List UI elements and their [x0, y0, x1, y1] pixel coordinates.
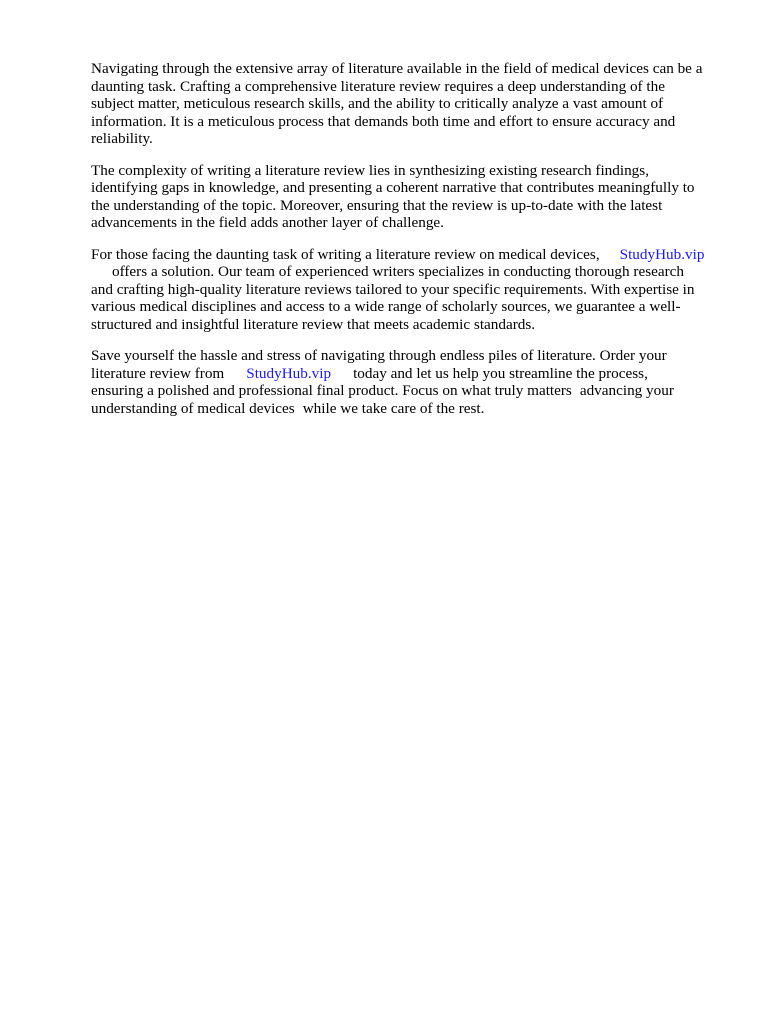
text-line: daunting task. Crafting a comprehensive literature review requires a deep understanding of the	[91, 77, 665, 95]
paragraph-spacer	[91, 333, 731, 347]
text-line: The complexity of writing a literature review lies in synthesizing existing research findings,	[91, 161, 649, 179]
text-line: the understanding of the topic. Moreover, ensuring that the review is up-to-date with the latest	[91, 196, 663, 214]
text-run: today and let us help you streamline the process,	[353, 364, 648, 382]
text-line	[91, 263, 731, 281]
studyhub-link[interactable]: StudyHub.vip	[246, 364, 332, 382]
text-run: ensuring a polished and professional final product. Focus on what truly matters	[91, 382, 572, 399]
text-line: and crafting high-quality literature reviews tailored to your specific requirements. With expertise in	[91, 280, 695, 298]
text-run: offers a solution. Our team of experienced writers specializes in conducting thorough research	[112, 263, 685, 280]
text-run: advancing your	[579, 382, 674, 399]
paragraph-4	[91, 347, 731, 417]
text-line	[91, 382, 731, 400]
text-line: various medical disciplines and access to a wide range of scholarly sources, we guarantee a well-	[91, 298, 681, 315]
text-line: Save yourself the hassle and stress of navigating through endless piles of literature. Order your	[91, 347, 667, 364]
text-run: understanding of medical devices	[91, 399, 295, 417]
text-line: structured and insightful literature review that meets academic standards.	[91, 315, 536, 333]
text-line: Navigating through the extensive array of literature available in the field of medical devices can be a	[91, 60, 703, 77]
text-line	[91, 400, 731, 418]
paragraph-1	[91, 60, 731, 148]
paragraph-spacer	[91, 232, 731, 246]
paragraph-3	[91, 246, 731, 334]
paragraph-spacer	[91, 148, 731, 162]
text-line	[91, 246, 731, 264]
document-body	[91, 60, 731, 417]
text-line	[91, 365, 731, 383]
text-line: subject matter, meticulous research skills, and the ability to critically analyze a vast amount of	[91, 95, 664, 112]
text-run: while we take care of the rest.	[302, 399, 485, 417]
text-line: advancements in the field adds another layer of challenge.	[91, 214, 444, 231]
paragraph-2	[91, 162, 731, 232]
text-line: identifying gaps in knowledge, and presenting a coherent narrative that contributes meaningfully to	[91, 179, 695, 196]
text-run: For those facing the daunting task of writing a literature review on medical devices,	[91, 245, 600, 263]
text-line: reliability.	[91, 130, 153, 147]
text-run: literature review from	[91, 364, 225, 382]
studyhub-link[interactable]: StudyHub.vip	[619, 245, 705, 263]
text-line: information. It is a meticulous process that demands both time and effort to ensure accuracy and	[91, 112, 676, 130]
